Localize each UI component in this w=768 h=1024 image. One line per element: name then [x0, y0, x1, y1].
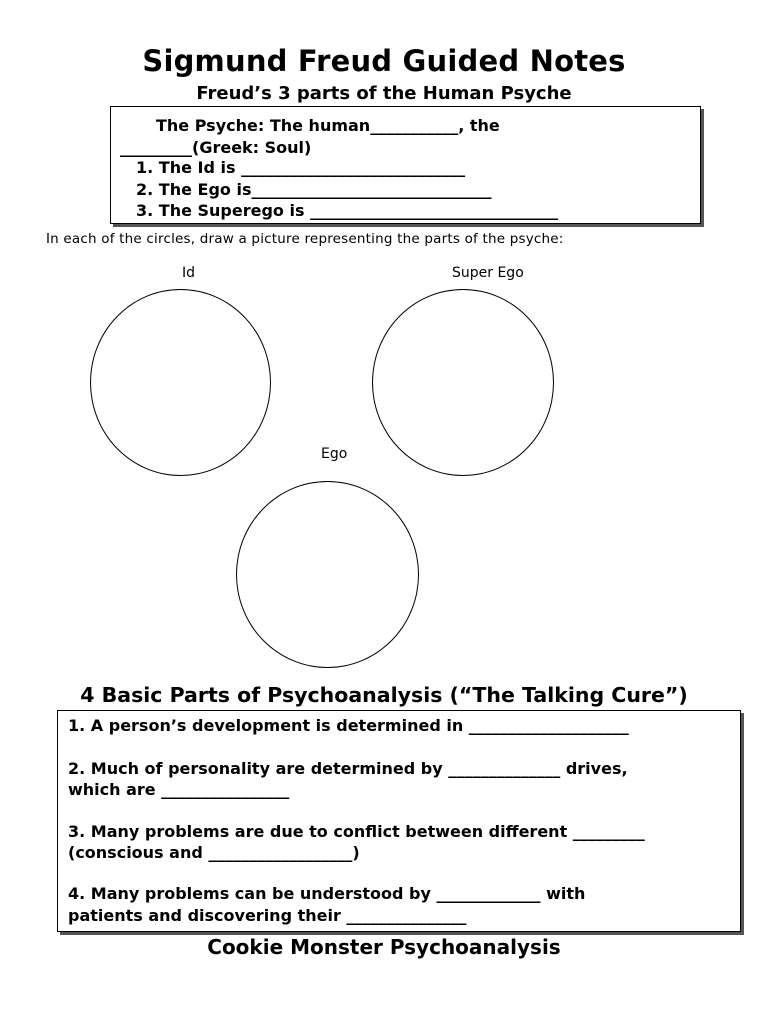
psychoanalysis-heading: 4 Basic Parts of Psychoanalysis (“The Talking Cure”): [80, 683, 688, 707]
psychoanalysis-parts-box: [57, 710, 741, 932]
footer-title: Cookie Monster Psychoanalysis: [207, 935, 561, 959]
page-title: Sigmund Freud Guided Notes: [142, 44, 626, 78]
id-circle-label: Id: [182, 265, 196, 281]
psyche-parts-list: [136, 157, 558, 222]
page-subtitle: Freud’s 3 parts of the Human Psyche: [196, 83, 572, 104]
part-1-line: 1. A person’s development is determined in ____________________: [68, 716, 629, 735]
part-4-line-1: 4. Many problems can be understood by _____________ with: [68, 884, 586, 903]
psyche-intro-line-1: The Psyche: The human___________, the: [156, 116, 500, 135]
psyche-intro: [120, 115, 500, 158]
ego-circle-label: Ego: [321, 446, 348, 462]
part-4-line-2: patients and discovering their _______________: [68, 906, 467, 925]
super-ego-circle-label: Super Ego: [452, 265, 524, 281]
part-2-line-1: 2. Much of personality are determined by ______________ drives,: [68, 759, 628, 778]
list-item-ego: 2. The Ego is______________________________: [136, 179, 492, 199]
ego-drawing-circle[interactable]: [236, 481, 419, 668]
id-drawing-circle[interactable]: [90, 289, 271, 476]
drawing-instructions: In each of the circles, draw a picture representing the parts of the psyche:: [46, 231, 564, 247]
list-item-superego: 3. The Superego is _______________________________: [136, 201, 559, 220]
part-2-line-2: which are ________________: [68, 780, 290, 799]
part-3-line-2: (conscious and __________________): [68, 843, 360, 862]
psyche-intro-line-2: _________(Greek: Soul): [120, 137, 312, 157]
psyche-notes-box: [110, 106, 701, 224]
super-ego-drawing-circle[interactable]: [372, 289, 554, 476]
part-3-line-1: 3. Many problems are due to conflict between different _________: [68, 822, 645, 841]
list-item-id: 1. The Id is ____________________________: [136, 158, 466, 177]
